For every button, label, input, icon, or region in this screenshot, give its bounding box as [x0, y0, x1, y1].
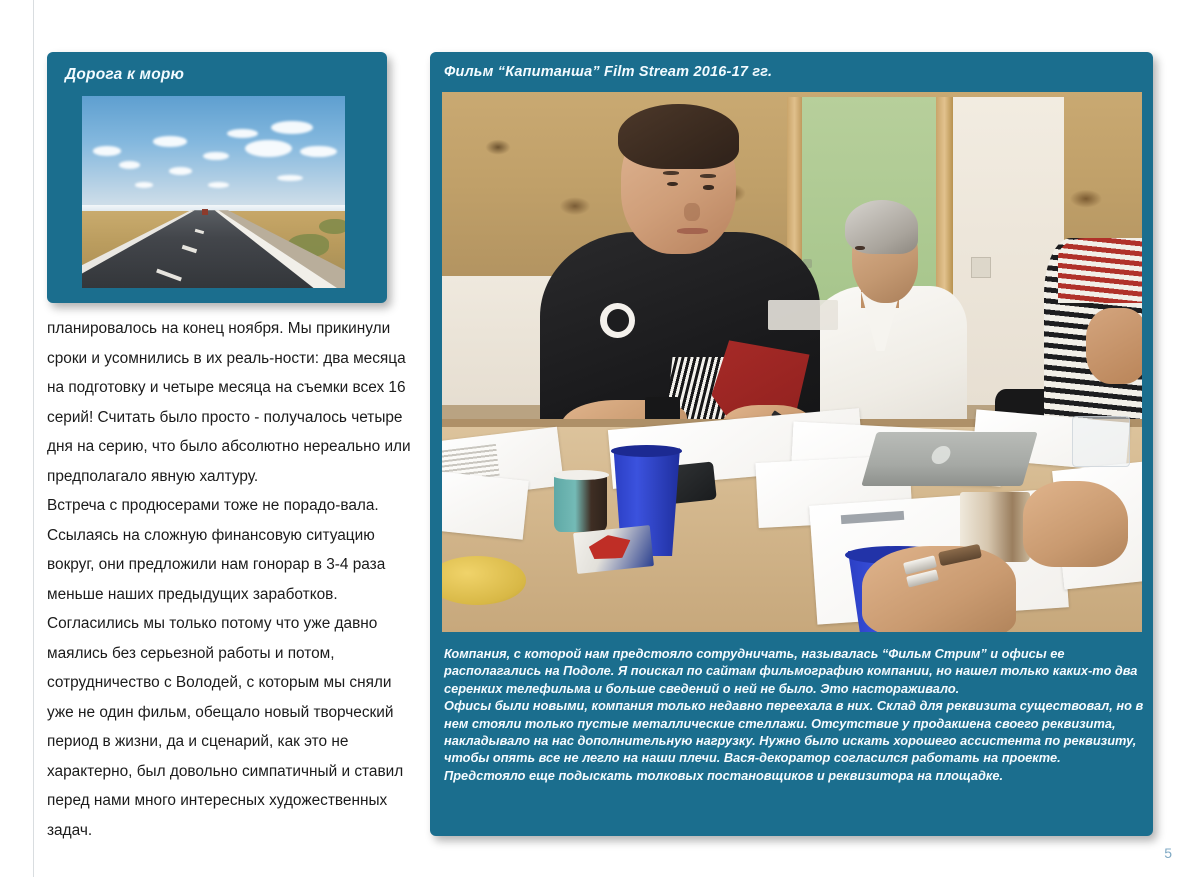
- page-indicator: 1 of 29: [770, 849, 813, 864]
- article-paragraph: Встреча с продюсерами тоже не порадо-вала. Ссылаясь на сложную финансовую ситуацию вокруг, они предложили нам гонорар в 3-4 раза меньше наших предыдущих заработков. Согласились мы только потому что уже давно маялись без серьезной работы и потом, сотрудничество с Володей, с которым мы сняли уже не один фильм, обещало новый творческий период в жизни, да и сценарий, как это не характерно, был довольно симпатичный и ставил перед нами много интересных художественных задач.: [47, 497, 404, 839]
- right-panel-title: Фильм “Капитанша” Film Stream 2016-17 гг.: [444, 64, 773, 80]
- article-body: [47, 314, 419, 845]
- page-number: 5: [1164, 845, 1172, 861]
- article-paragraph: планировалось на конец ноября. Мы прикинули сроки и усомнились в их реаль-ности: два месяца на подготовку и четыре месяца на съемки всех 16 серий! Считать было просто - получалось четыре дня на серию, что было абсолютно нереально или предполагало явную халтуру.: [47, 320, 411, 485]
- road-to-the-sea-photo: [82, 96, 345, 288]
- right-photo-panel: [430, 52, 1153, 864]
- photo-caption: [444, 645, 1144, 784]
- left-photo-panel: [47, 52, 387, 303]
- production-meeting-photo: [442, 92, 1142, 632]
- left-panel-title: Дорога к морю: [65, 66, 185, 83]
- caption-paragraph: Компания, с которой нам предстояло сотрудничать, называлась “Фильм Стрим” и офисы ее располагались на Подоле. Я поискал по сайтам фильмографию компании, но нашел только каких-то два серенких телефильма и больше сведений о ней не было. Это настораживало.: [444, 646, 1138, 696]
- margin-rule: [33, 0, 34, 877]
- caption-paragraph: Офисы были новыми, компания только недавно переехала в них. Склад для реквизита существовал, но в нем стояли только пустые металлические стеллажи. Отсутствие у продакшена своего реквизита, накладывало на нас дополнительную нагрузку. Нужно было искать хорошего ассистента по реквизиту, чтобы опять все не легло на наши плечи. Вася-декоратор согласился работать на проекте. Предстояло еще подыскать толковых постановщиков и реквизитора на площадке.: [444, 698, 1144, 783]
